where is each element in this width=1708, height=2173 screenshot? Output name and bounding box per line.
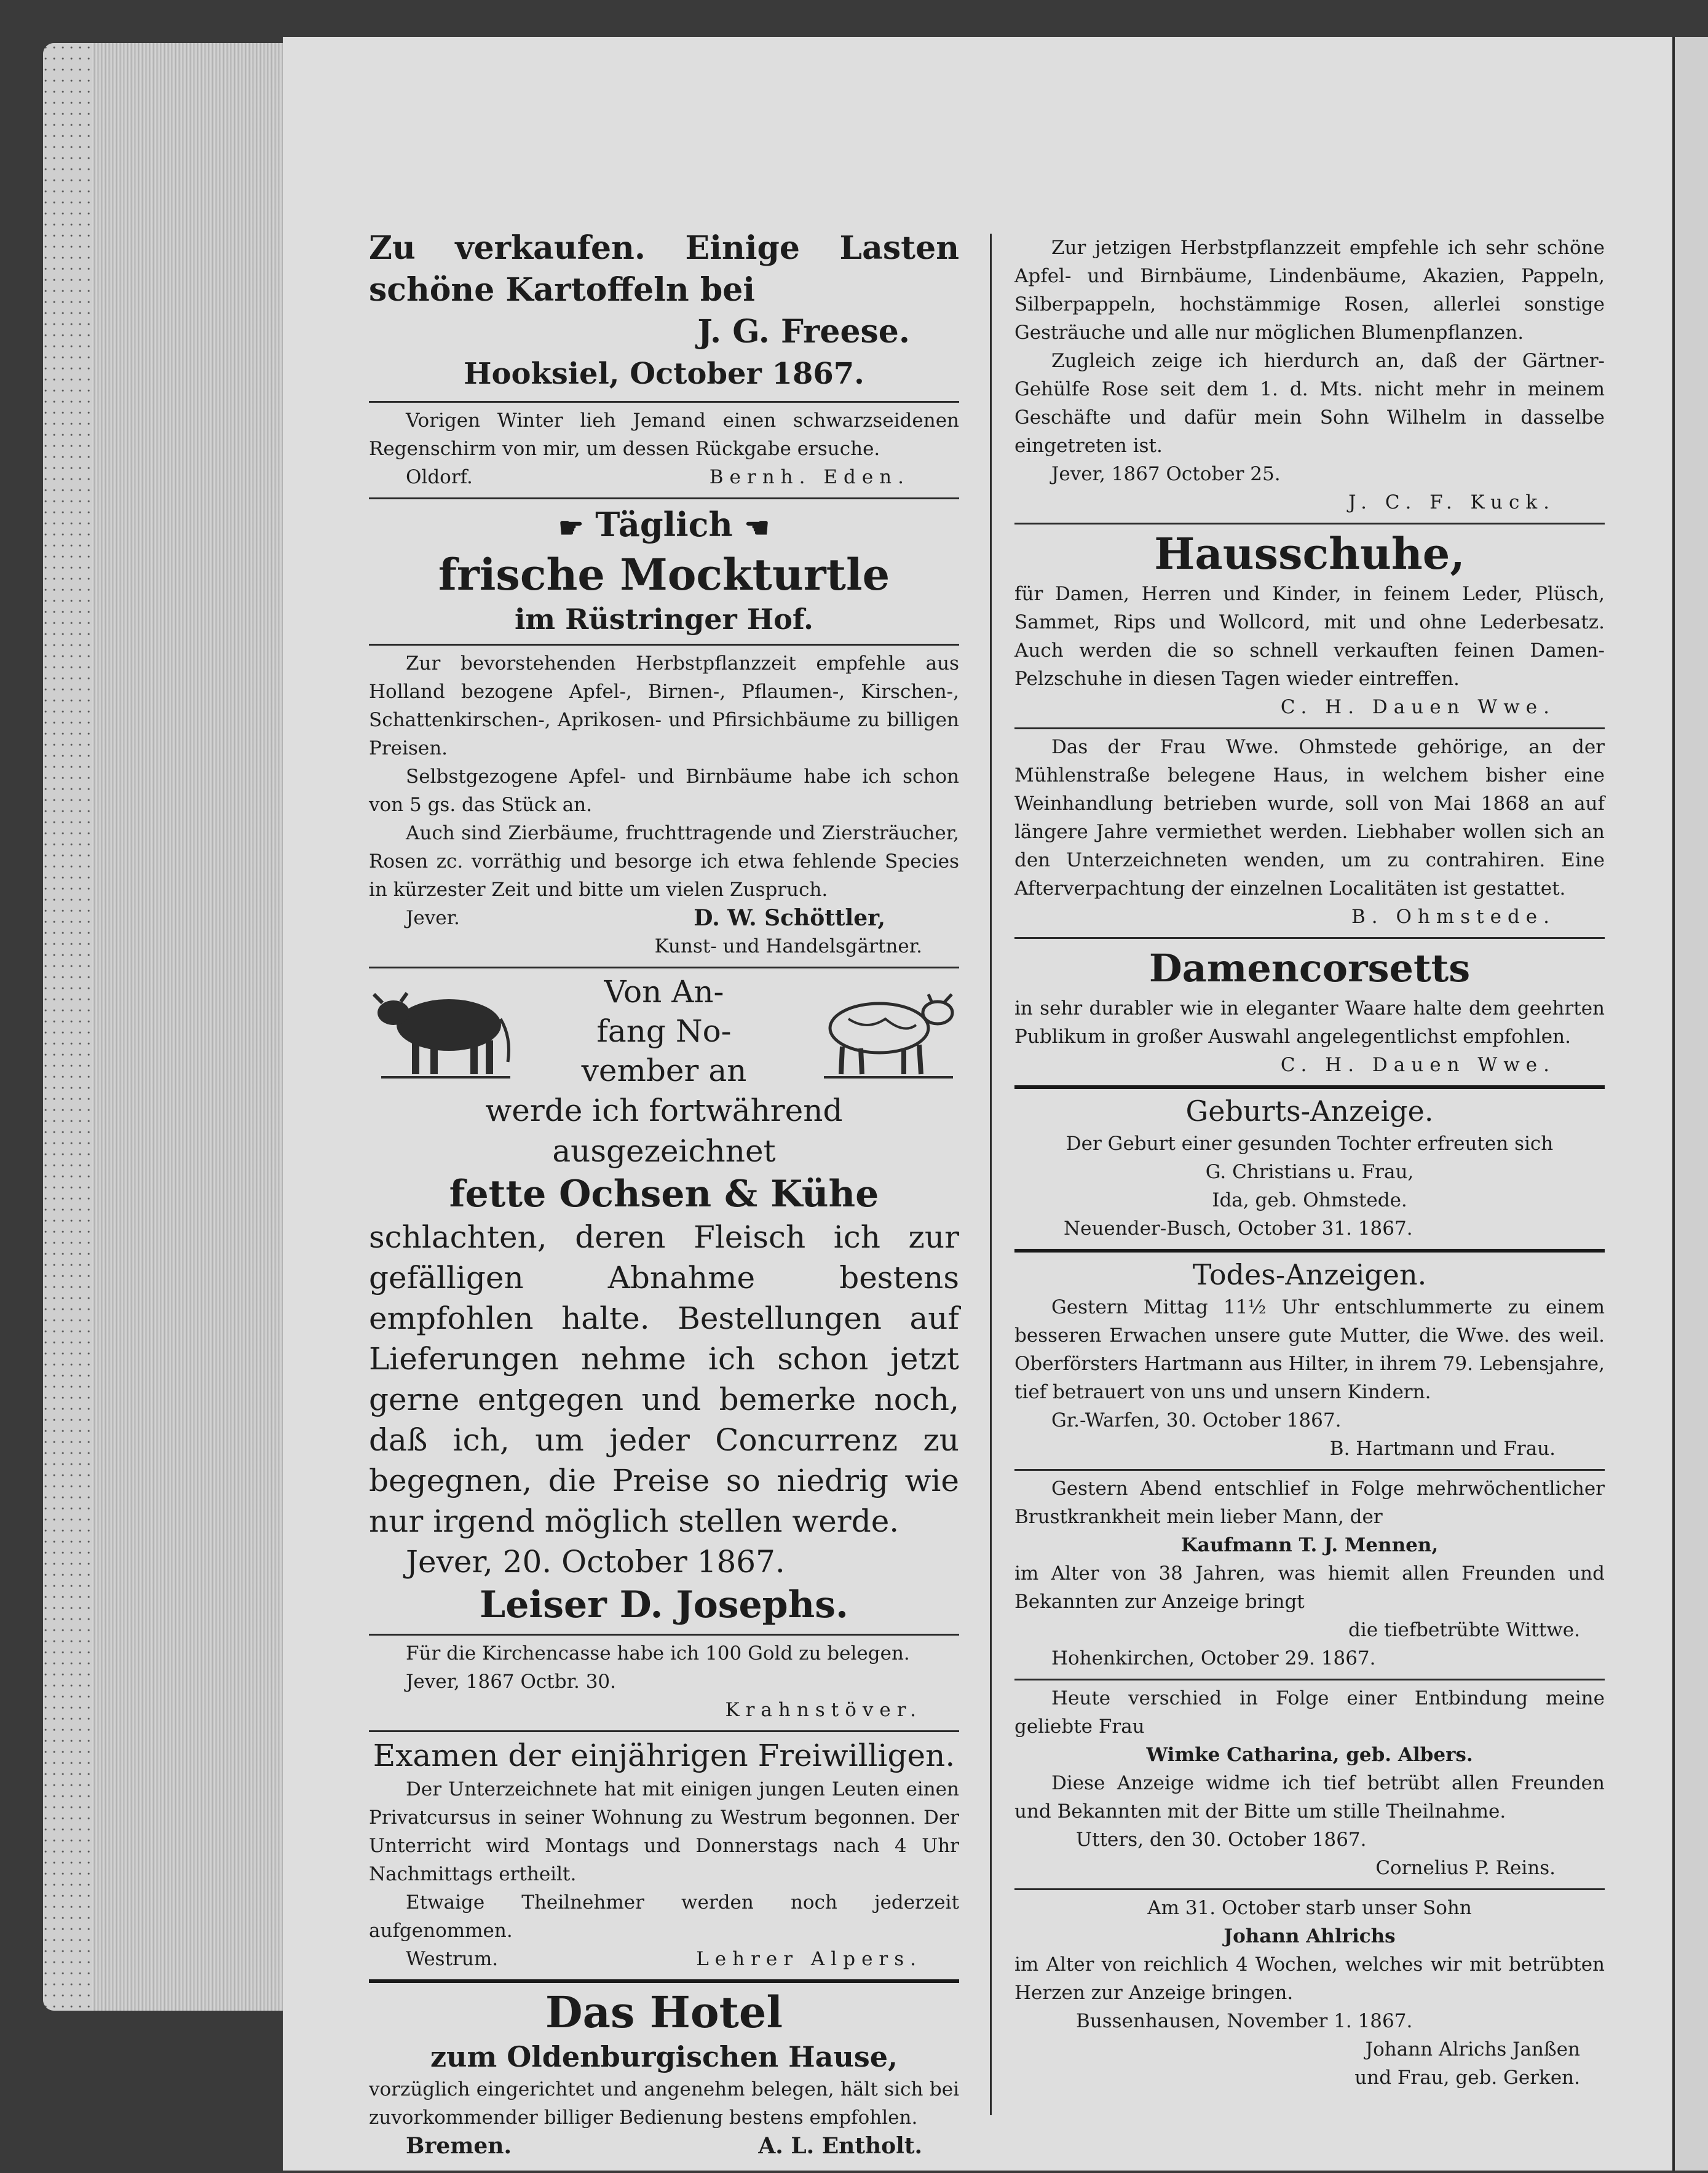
ad-examen-title: Examen der einjährigen Freiwilligen.	[373, 1737, 955, 1773]
ad-examen-place: Westrum.	[406, 1947, 499, 1970]
ad-kirchencasse-sign: Krahnstöver.	[725, 1698, 922, 1721]
ad-herbstpflanzzeit-p1: Zur bevorstehenden Herbstpflanzzeit empfehle aus Holland bezogene Apfel-, Birnen-, Pflaumen-, Kirschen-, Schattenkirschen-, Aprikosen- und Pfirsichbäume zu billigen Preisen.	[369, 652, 959, 759]
ad-hotel-title: Das Hotel	[545, 1986, 783, 2038]
pointing-hand-right-icon: ☛	[558, 510, 584, 544]
ad-geburt-date: Neuender-Busch, October 31. 1867.	[1064, 1217, 1413, 1240]
ad-geburt-title: Geburts-Anzeige.	[1185, 1094, 1434, 1128]
ad-ohmstede-haus-sign: B. Ohmstede.	[1351, 906, 1556, 928]
ad-mockturtle-line1: Täglich	[595, 505, 733, 544]
ad-tod-hartmann-text: Gestern Mittag 11½ Uhr entschlummerte zu einem besseren Erwachen unsere gute Mutter, die Wwe. des weil. Oberförsters Hartmann aus Hilter, in ihrem 79. Lebensjahre, tief betrauert von uns und unsern Kindern.	[1014, 1296, 1605, 1403]
ad-kartoffeln-date: Hooksiel, October 1867.	[464, 357, 864, 391]
ad-hausschuhe-text: für Damen, Herren und Kinder, in feinem Leder, Plüsch, Sammet, Rips und Wollcord, mit und ohne Lederbesatz. Auch werden die so schnell verkauften feinen Damen-Pelzschuhe in diesen Tagen wieder eintreffen.	[1014, 583, 1605, 690]
ad-tod-ahlrichs-sign2: und Frau, geb. Gerken.	[1354, 2067, 1580, 2089]
ad-regenschirm-sign: Bernh. Eden.	[709, 466, 910, 488]
ad-ochsen-date: Jever, 20. October 1867.	[406, 1543, 785, 1580]
ad-tod-reins	[1014, 1680, 1605, 1890]
ad-ochsen-head1: Von An-	[604, 973, 724, 1010]
ad-geburt-line1: Der Geburt einer gesunden Tochter erfreuten sich	[1066, 1133, 1554, 1155]
ad-tod-mennen	[1014, 1471, 1605, 1680]
ad-damencorsetts-title: Damencorsetts	[1149, 946, 1471, 991]
ad-todes-title: Todes-Anzeigen.	[1192, 1258, 1427, 1291]
ad-regenschirm	[369, 403, 959, 499]
ad-regenschirm-text: Vorigen Winter lieh Jemand einen schwarzseidenen Regenschirm von mir, um dessen Rückgabe ersuche.	[369, 410, 959, 460]
ad-kartoffeln-line1: Zu verkaufen. Einige Lasten	[369, 229, 959, 267]
ad-hausschuhe-sign: C. H. Dauen Wwe.	[1280, 696, 1556, 718]
ad-kuck-p1: Zur jetzigen Herbstpflanzzeit empfehle ich sehr schöne Apfel- und Birnbäume, Lindenbäume, Akazien, Pappeln, Silberpappeln, hochstämmige Rosen, allerlei sonstige Gesträuche und alle nur möglichen Blumenpflanzen.	[1014, 237, 1605, 344]
ad-herbstpflanzzeit-p3: Auch sind Zierbäume, fruchttragende und Ziersträucher, Rosen zc. vorräthig und besorge ich etwa fehlende Species in kürzester Zeit und bitte um vielen Zuspruch.	[369, 821, 959, 901]
ad-hotel-text: vorzüglich eingerichtet und angenehm belegen, hält sich bei zuvorkommender billiger Bedienung bestens empfohlen.	[369, 2078, 959, 2129]
next-page-edge	[1672, 37, 1708, 2171]
ad-ochsen	[369, 968, 959, 1636]
ad-examen	[369, 1732, 959, 1983]
cow-illustration	[812, 976, 959, 1086]
ad-tod-hartmann-sign: B. Hartmann und Frau.	[1329, 1438, 1556, 1460]
ad-examen-p1: Der Unterzeichnete hat mit einigen jungen Leuten einen Privatcursus in seiner Wohnung zu Westrum begonnen. Der Unterricht wird Montags und Donnerstags nach 4 Uhr Nachmittags ertheilt.	[369, 1778, 959, 1885]
ad-herbstpflanzzeit-sign: D. W. Schöttler,	[694, 904, 885, 931]
ad-tod-reins-name: Wimke Catharina, geb. Albers.	[1146, 1744, 1473, 1766]
ad-kuck-sign: J. C. F. Kuck.	[1348, 491, 1556, 513]
ad-hausschuhe-title: Hausschuhe,	[1154, 528, 1465, 579]
ad-tod-ahlrichs-date: Bussenhausen, November 1. 1867.	[1076, 2010, 1413, 2032]
ad-mockturtle-place: im Rüstringer Hof.	[514, 602, 814, 636]
ad-geburt	[1014, 1089, 1605, 1253]
ad-kirchencasse-date: Jever, 1867 Octbr. 30.	[406, 1670, 616, 1693]
ad-tod-ahlrichs	[1014, 1890, 1605, 2098]
ad-examen-sign: Lehrer Alpers.	[696, 1947, 922, 1970]
ad-tod-reins-date: Utters, den 30. October 1867.	[1076, 1829, 1367, 1851]
ad-ohmstede-haus-text: Das der Frau Wwe. Ohmstede gehörige, an der Mühlenstraße belegene Haus, in welchem bisher eine Weinhandlung betrieben wurde, soll von Mai 1868 an auf längere Jahre vermiethet werden. Liebhaber wollen sich an den Unterzeichneten wenden, um zu contrahiren. Eine Afterverpachtung der einzelnen Localitäten ist gestattet.	[1014, 736, 1605, 900]
ad-tod-hartmann	[1014, 1253, 1605, 1471]
ad-mockturtle	[369, 499, 959, 646]
ad-herbstpflanzzeit-sign2: Kunst- und Handelsgärtner.	[654, 935, 922, 957]
ad-ochsen-bold: fette Ochsen & Kühe	[449, 1172, 879, 1216]
ad-herbstpflanzzeit-place: Jever.	[406, 906, 460, 929]
ad-damencorsetts	[1014, 939, 1605, 1089]
ad-kuck-date: Jever, 1867 October 25.	[1051, 463, 1281, 485]
ad-geburt-line2: G. Christians u. Frau,	[1205, 1161, 1414, 1183]
ad-tod-ahlrichs-text1: Am 31. October starb unser Sohn	[1147, 1897, 1472, 1919]
ad-tod-mennen-text1: Gestern Abend entschlief in Folge mehrwöchentlicher Brustkrankheit mein lieber Mann, der	[1014, 1478, 1605, 1528]
ad-kirchencasse-text: Für die Kirchencasse habe ich 100 Gold zu belegen.	[406, 1642, 910, 1664]
ad-ohmstede-haus	[1014, 729, 1605, 939]
ad-geburt-line3: Ida, geb. Ohmstede.	[1212, 1189, 1407, 1211]
ad-herbstpflanzzeit-p2: Selbstgezogene Apfel- und Birnbäume habe ich schon von 5 gs. das Stück an.	[369, 765, 959, 816]
ad-kartoffeln	[369, 191, 959, 403]
ad-tod-reins-sign: Cornelius P. Reins.	[1375, 1857, 1556, 1879]
ad-ochsen-head2: fang No-	[596, 1013, 732, 1049]
ad-tod-mennen-sign: die tiefbetrübte Wittwe.	[1348, 1619, 1580, 1641]
ad-ochsen-sign: Leiser D. Josephs.	[480, 1583, 848, 1626]
ad-regenschirm-place: Oldorf.	[406, 466, 473, 488]
ad-hausschuhe	[1014, 524, 1605, 729]
ad-damencorsetts-sign: C. H. Dauen Wwe.	[1280, 1054, 1556, 1076]
ad-kirchencasse	[369, 1636, 959, 1732]
right-column	[1014, 191, 1605, 2098]
column-divider	[990, 234, 992, 2115]
ad-tod-reins-text1: Heute verschied in Folge einer Entbindung meine geliebte Frau	[1014, 1687, 1605, 1738]
ad-tod-ahlrichs-text2: im Alter von reichlich 4 Wochen, welches wir mit betrübten Herzen zur Anzeige bringen.	[1014, 1953, 1605, 2004]
ad-ochsen-head3: vember an	[581, 1052, 747, 1088]
left-column	[369, 191, 959, 2166]
ad-examen-p2: Etwaige Theilnehmer werden noch jederzeit aufgenommen.	[369, 1891, 959, 1942]
ad-kuck	[1014, 191, 1605, 524]
ad-hotel-place: Bremen.	[406, 2132, 512, 2159]
ad-ochsen-body: werde ich fortwährend ausgezeichnet	[485, 1092, 843, 1169]
ad-tod-mennen-name: Kaufmann T. J. Mennen,	[1180, 1534, 1439, 1556]
ad-tod-mennen-text2: im Alter von 38 Jahren, was hiemit allen Freunden und Bekannten zur Anzeige bringt	[1014, 1562, 1605, 1613]
newspaper-page	[283, 37, 1672, 2171]
ad-tod-ahlrichs-name: Johann Ahlrichs	[1224, 1925, 1396, 1947]
ad-tod-hartmann-date: Gr.-Warfen, 30. October 1867.	[1051, 1409, 1342, 1431]
ox-illustration	[369, 976, 516, 1086]
ad-ochsen-body2: schlachten, deren Fleisch ich zur gefälligen Abnahme bestens empfohlen halte. Bestellungen auf Lieferungen nehme ich schon jetzt gerne entgegen und bemerke noch, daß ich, um jeder Concurrenz zu begegnen, die Preise so niedrig wie nur irgend möglich stellen werde.	[369, 1219, 959, 1539]
ad-herbstpflanzzeit	[369, 646, 959, 968]
pointing-hand-left-icon: ☚	[744, 510, 770, 544]
ad-hotel-subtitle: zum Oldenburgischen Hause,	[430, 2040, 898, 2073]
ad-tod-reins-text2: Diese Anzeige widme ich tief betrübt allen Freunden und Bekannten mit der Bitte um stille Theilnahme.	[1014, 1772, 1605, 1823]
ad-mockturtle-title: frische Mockturtle	[438, 548, 890, 600]
ad-tod-mennen-date: Hohenkirchen, October 29. 1867.	[1051, 1647, 1376, 1669]
ad-tod-ahlrichs-sign1: Johann Alrichs Janßen	[1365, 2038, 1580, 2060]
ad-kartoffeln-signer: J. G. Freese.	[697, 313, 910, 350]
ad-kuck-p2: Zugleich zeige ich hierdurch an, daß der Gärtner-Gehülfe Rose seit dem 1. d. Mts. nicht mehr in meinem Geschäfte und dafür mein Sohn Wilhelm in dasselbe eingetreten ist.	[1014, 350, 1605, 457]
ad-kartoffeln-line2: schöne Kartoffeln bei	[369, 271, 756, 309]
ad-hotel-sign: A. L. Entholt.	[758, 2132, 922, 2159]
book-spine-edge	[43, 43, 92, 2011]
ad-damencorsetts-text: in sehr durabler wie in eleganter Waare halte dem geehrten Publikum in großer Auswahl angelegentlichst empfohlen.	[1014, 997, 1605, 1048]
ad-hotel	[369, 1983, 959, 2166]
